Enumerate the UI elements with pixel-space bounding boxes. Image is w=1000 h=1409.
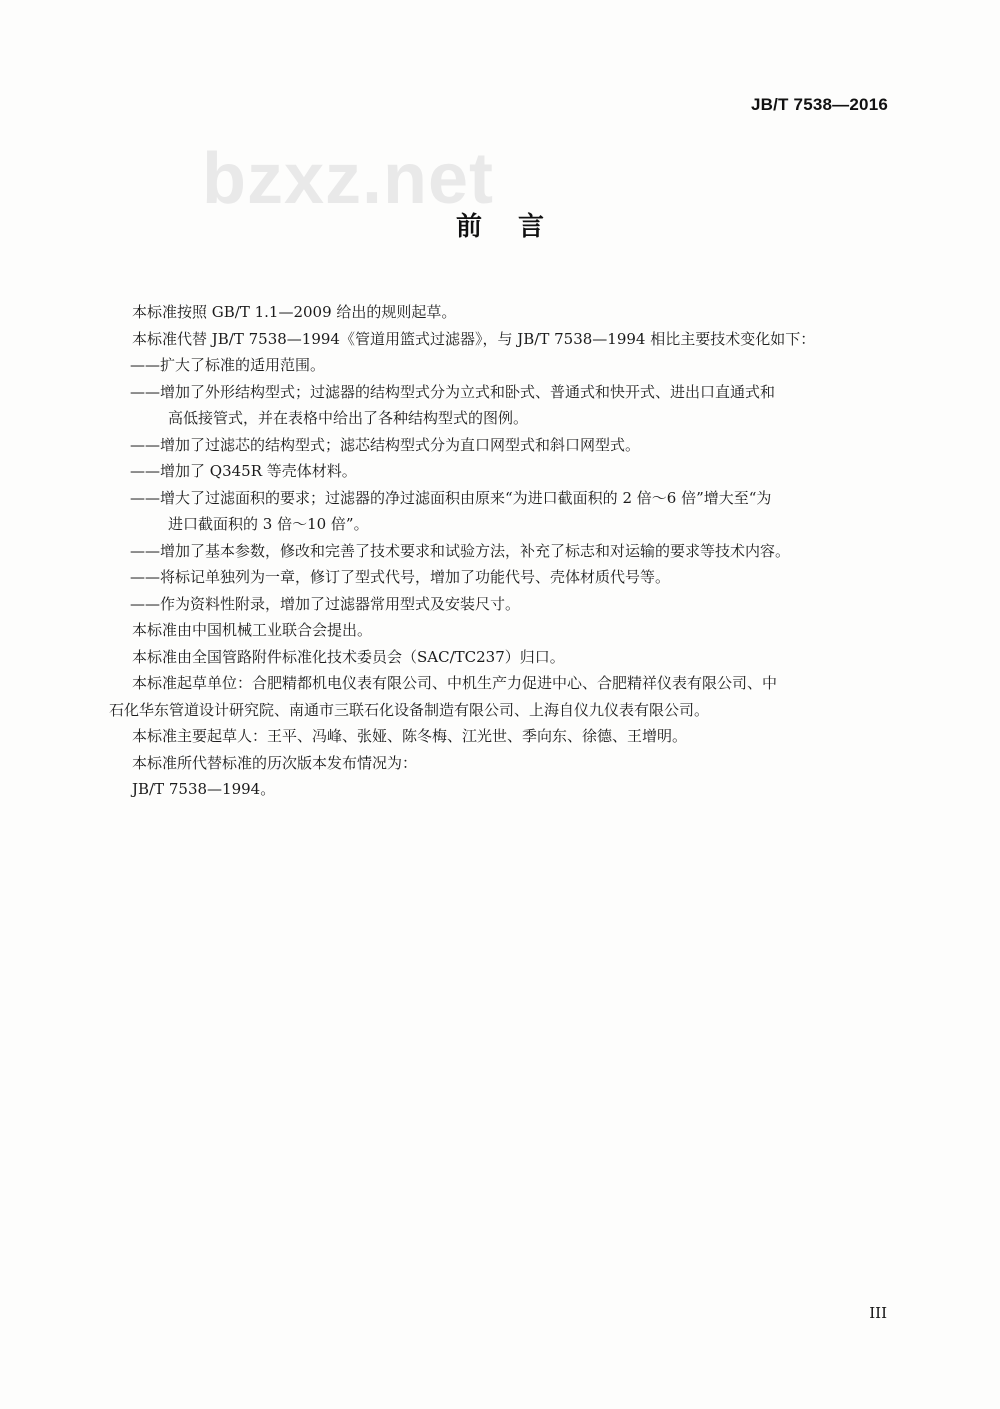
foreword-body [109,299,892,803]
change-item-parameters: ——增加了基本参数，修改和完善了技术要求和试验方法，补充了标志和对运输的要求等技术内容。 [130,541,791,560]
drafting-units-line1: 本标准起草单位：合肥精都机电仪表有限公司、中机生产力促进中心、合肥精祥仪表有限公司、中 [132,674,778,692]
change-item-filter-area-line1: ——增大了过滤面积的要求；过滤器的净过滤面积由原来“为进口截面积的 2 倍～6 倍”增大至“为 [130,488,772,507]
change-item-marking: ——将标记单独列为一章，修订了型式代号，增加了功能代号、壳体材质代号等。 [130,568,671,586]
paragraph-drafters: 本标准主要起草人：王平、冯峰、张娅、陈冬梅、江光世、季向东、徐德、王增明。 [132,727,688,745]
drafting-units-line2: 石化华东管道设计研究院、南通市三联石化设备制造有限公司、上海自仪九仪表有限公司。 [109,700,710,719]
paragraph-drafting-rules: 本标准按照 GB/T 1.1—2009 给出的规则起草。 [132,303,457,321]
change-item-filter-area [130,485,892,538]
page-number: III [869,1304,887,1322]
change-item-appendix: ——作为资料性附录，增加了过滤器常用型式及安装尺寸。 [130,594,521,613]
page-title: 前言 [455,212,580,242]
change-item-structure-line2: 高低接管式，并在表格中给出了各种结构型式的图例。 [168,409,529,427]
paragraph-previous-version: JB/T 7538—1994。 [132,780,276,798]
paragraph-drafting-units [109,670,892,723]
change-item-materials: ——增加了 Q345R 等壳体材料。 [130,462,357,480]
watermark: bzxz.net [202,139,495,219]
change-item-filter-core: ——增加了过滤芯的结构型式；滤芯结构型式分为直口网型式和斜口网型式。 [130,435,641,454]
change-item-structure [130,379,892,432]
paragraph-history: 本标准所代替标准的历次版本发布情况为： [132,753,418,772]
paragraph-proposer: 本标准由中国机械工业联合会提出。 [132,621,373,639]
change-item-structure-line1: ——增加了外形结构型式；过滤器的结构型式分为立式和卧式、普通式和快开式、进出口直通式和 [130,382,776,401]
change-item-scope: ——扩大了标准的适用范围。 [130,356,326,374]
change-item-filter-area-line2: 进口截面积的 3 倍～10 倍”。 [168,515,369,533]
paragraph-replaces: 本标准代替 JB/T 7538—1994《管道用篮式过滤器》，与 JB/T 7538—1994 相比主要技术变化如下： [132,329,816,348]
paragraph-committee: 本标准由全国管路附件标准化技术委员会（SAC/TC237）归口。 [132,647,565,666]
document-code: JB/T 7538—2016 [751,95,888,114]
